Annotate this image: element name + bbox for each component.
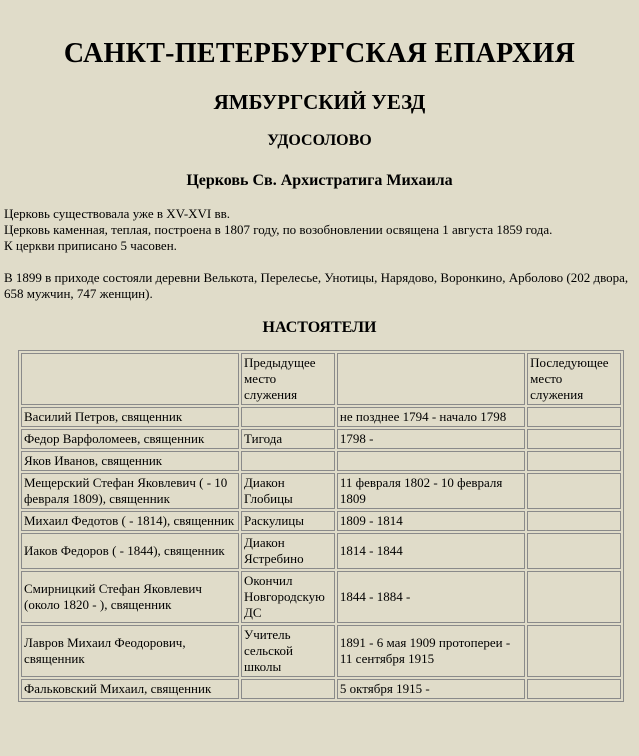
cell-name: Смирницкий Стефан Яковлевич (около 1820 - ), священник [21,571,239,623]
intro-line-2: Церковь каменная, теплая, построена в 1807 году, по возобновлении освящена 1 августа 1859 года. [4,222,553,237]
cell-next [527,625,621,677]
table-row [21,407,621,427]
cell-name: Михаил Федотов ( - 1814), священник [21,511,239,531]
page-title: САНКТ-ПЕТЕРБУРГСКАЯ ЕПАРХИЯ [63,38,576,69]
cell-next [527,451,621,471]
village-heading: УДОСОЛОВО [267,132,372,149]
cell-previous: Тигода [241,429,335,449]
intro-line-3: К церкви приписано 5 часовен. [4,238,177,253]
table-row [21,451,621,471]
rectors-table [18,350,624,702]
cell-name: Фальковский Михаил, священник [21,679,239,699]
church-heading: Церковь Св. Архистратига Михаила [186,172,453,189]
cell-next [527,511,621,531]
table-row [21,473,621,509]
table-row [21,679,621,699]
cell-next [527,679,621,699]
cell-previous [241,679,335,699]
header-cell-previous: Предыдущее место служения [241,353,335,405]
table-row [21,571,621,623]
cell-previous: Диакон Глобицы [241,473,335,509]
header-cell-name [21,353,239,405]
cell-period: не позднее 1794 - начало 1798 [337,407,525,427]
cell-name: Яков Иванов, священник [21,451,239,471]
cell-next [527,473,621,509]
cell-period: 1809 - 1814 [337,511,525,531]
section-title: НАСТОЯТЕЛИ [262,319,377,336]
cell-previous: Окончил Новгородскую ДС [241,571,335,623]
cell-period: 1798 - [337,429,525,449]
cell-name: Федор Варфоломеев, священник [21,429,239,449]
cell-period: 5 октября 1915 - [337,679,525,699]
cell-next [527,533,621,569]
intro-paragraph [4,206,635,254]
table-row [21,429,621,449]
cell-period: 1844 - 1884 - [337,571,525,623]
cell-next [527,429,621,449]
intro-line-1: Церковь существовала уже в XV-XVI вв. [4,206,231,221]
cell-previous [241,407,335,427]
header-cell-next: Последующее место служения [527,353,621,405]
cell-period [337,451,525,471]
cell-next [527,571,621,623]
table-body [21,407,621,699]
table-row [21,533,621,569]
cell-name: Иаков Федоров ( - 1844), священник [21,533,239,569]
parishes-paragraph: В 1899 в приходе состояли деревни Велькота, Перелесье, Унотицы, Нарядово, Воронкино, Арболово (202 двора, 658 мужчин, 747 женщин). [4,270,629,301]
district-heading: ЯМБУРГСКИЙ УЕЗД [213,90,426,114]
cell-period: 1891 - 6 мая 1909 протопереи - 11 сентября 1915 [337,625,525,677]
table-row [21,625,621,677]
table-header-row [21,353,621,405]
cell-next [527,407,621,427]
header-cell-period [337,353,525,405]
cell-name: Лавров Михаил Феодорович, священник [21,625,239,677]
cell-period: 1814 - 1844 [337,533,525,569]
page [0,36,639,702]
cell-previous: Раскулицы [241,511,335,531]
cell-name: Василий Петров, священник [21,407,239,427]
cell-previous: Диакон Ястребино [241,533,335,569]
table-row [21,511,621,531]
cell-previous [241,451,335,471]
cell-name: Мещерский Стефан Яковлевич ( - 10 февраля 1809), священник [21,473,239,509]
cell-period: 11 февраля 1802 - 10 февраля 1809 [337,473,525,509]
cell-previous: Учитель сельской школы [241,625,335,677]
